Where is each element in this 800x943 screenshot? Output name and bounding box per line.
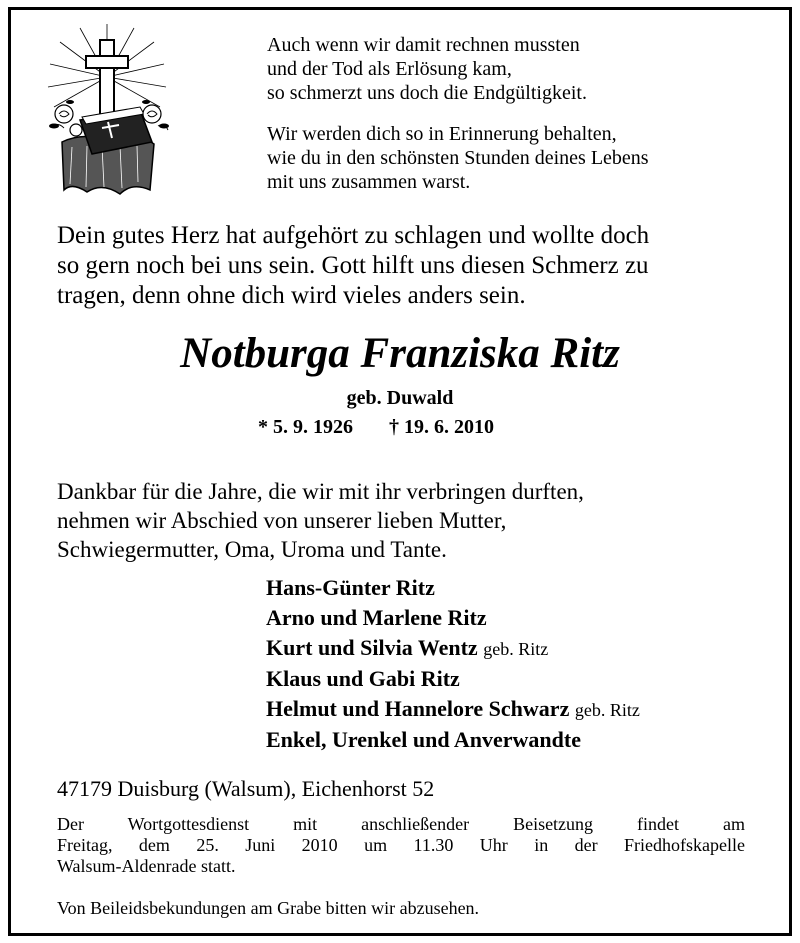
- service-line: Freitag, dem 25. Juni 2010 um 11.30 Uhr in der Friedhofskapelle: [57, 835, 745, 855]
- family-member-note: geb. Ritz: [483, 639, 549, 659]
- thanks-line: Dankbar für die Jahre, die wir mit ihr verbringen durften,: [57, 479, 584, 504]
- family-member: [266, 694, 640, 725]
- service-line: Walsum-Aldenrade statt.: [57, 856, 236, 876]
- verse-bottom: [267, 122, 649, 194]
- life-dates: [258, 415, 494, 439]
- thanks-line: nehmen wir Abschied von unserer lieben Mutter,: [57, 508, 507, 533]
- intro-line: tragen, denn ohne dich wird vieles anders sein.: [57, 282, 526, 309]
- verse-line: und der Tod als Erlösung kam,: [267, 58, 512, 80]
- family-member: [266, 664, 640, 694]
- intro-text: [57, 221, 649, 311]
- birth-name: geb. Duwald: [346, 387, 454, 409]
- family-member-name: Helmut und Hannelore Schwarz: [266, 696, 570, 721]
- deceased-name: Notburga Franziska Ritz: [180, 330, 620, 377]
- family-member-name: Arno und Marlene Ritz: [266, 605, 487, 630]
- cross-bible-roses-icon: [42, 22, 172, 202]
- family-member-name: Klaus und Gabi Ritz: [266, 666, 460, 691]
- family-member-name: Hans-Günter Ritz: [266, 575, 435, 600]
- verse-top: [267, 33, 587, 105]
- family-member: [266, 633, 640, 664]
- service-line: Der Wortgottesdienst mit anschließender Beisetzung findet am: [57, 814, 745, 834]
- death-date: † 19. 6. 2010: [389, 416, 494, 438]
- condolence-notice: Von Beileidsbekundungen am Grabe bitten wir abzusehen.: [57, 898, 480, 918]
- thanks-text: [57, 477, 584, 564]
- service-notice: [57, 814, 745, 877]
- family-member: [266, 603, 640, 633]
- verse-line: wie du in den schönsten Stunden deines Lebens: [267, 147, 649, 169]
- verse-line: mit uns zusammen warst.: [267, 171, 471, 193]
- family-list: [266, 573, 640, 755]
- family-member-name: Enkel, Urenkel und Anverwandte: [266, 727, 581, 752]
- family-member-name: Kurt und Silvia Wentz: [266, 635, 478, 660]
- intro-line: Dein gutes Herz hat aufgehört zu schlagen und wollte doch: [57, 222, 650, 249]
- family-member: [266, 573, 640, 603]
- birth-date: * 5. 9. 1926: [258, 416, 353, 438]
- address: 47179 Duisburg (Walsum), Eichenhorst 52: [57, 776, 435, 801]
- thanks-line: Schwiegermutter, Oma, Uroma und Tante.: [57, 537, 447, 562]
- verse-line: Auch wenn wir damit rechnen mussten: [267, 34, 580, 56]
- family-member: [266, 725, 640, 755]
- verse-line: Wir werden dich so in Erinnerung behalten,: [267, 123, 617, 145]
- family-member-note: geb. Ritz: [574, 700, 640, 720]
- verse-line: so schmerzt uns doch die Endgültigkeit.: [267, 82, 587, 104]
- intro-line: so gern noch bei uns sein. Gott hilft uns diesen Schmerz zu: [57, 252, 649, 279]
